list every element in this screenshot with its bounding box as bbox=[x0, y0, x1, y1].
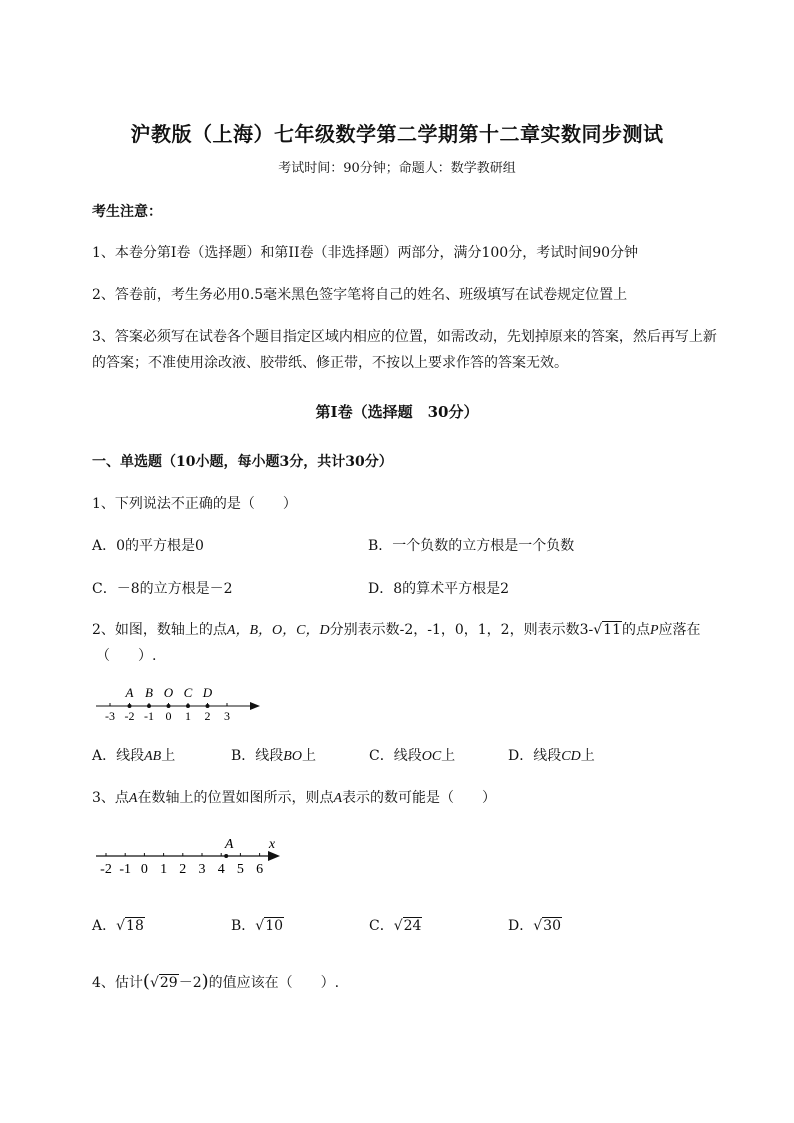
q2-b-post: 上 bbox=[301, 748, 316, 764]
point-dot bbox=[206, 704, 210, 708]
q2-a-pre: A．线段 bbox=[92, 748, 145, 764]
tick-label: -1 bbox=[119, 862, 132, 877]
radical-sign: √ bbox=[533, 918, 543, 934]
point-label: B bbox=[145, 685, 153, 700]
q3-a-sqrt bbox=[116, 918, 145, 934]
tick-label: -3 bbox=[105, 709, 115, 723]
radical-sign: √ bbox=[593, 622, 603, 638]
q3-c-label: C． bbox=[369, 918, 394, 934]
q2-b-pre: B．线段 bbox=[231, 748, 284, 764]
right-paren: ) bbox=[201, 971, 209, 992]
point-dot bbox=[224, 854, 228, 858]
q2-stem-end: 应落在 bbox=[658, 622, 701, 638]
q1-option-b: B．一个负数的立方根是一个负数 bbox=[368, 538, 575, 554]
axis-arrow-icon bbox=[250, 702, 260, 710]
notice-item-1: 1、本卷分第I卷（选择题）和第II卷（非选择题）两部分，满分100分，考试时间90分钟 bbox=[92, 245, 639, 261]
q2-radicand: 11 bbox=[603, 622, 621, 638]
tick-label: -1 bbox=[144, 709, 154, 723]
q3-c-sqrt bbox=[394, 918, 423, 934]
q3-stem-mid: 在数轴上的位置如图所示，则点 bbox=[137, 790, 334, 806]
q3-d-sqrt bbox=[533, 918, 562, 934]
axis-arrow-icon bbox=[268, 851, 280, 861]
tick-label: 1 bbox=[185, 709, 191, 723]
radical-sign: √ bbox=[149, 975, 159, 991]
tick-label: 5 bbox=[236, 862, 244, 877]
q2-stem-line2: （ ）. bbox=[96, 648, 157, 664]
q2-stem-mid: 分别表示数-2，-1，0，1，2，则表示数3- bbox=[329, 622, 594, 638]
q2-option-a bbox=[92, 745, 175, 765]
q3-stem bbox=[92, 787, 496, 807]
point-dot bbox=[167, 704, 171, 708]
q2-d-post: 上 bbox=[580, 748, 595, 764]
q3-point-2: A bbox=[333, 791, 343, 806]
q3-a-radicand: 18 bbox=[126, 918, 144, 934]
q3-option-d bbox=[508, 915, 562, 935]
q2-c-seg: OC bbox=[421, 749, 442, 764]
q2-stem-post: 的点 bbox=[621, 622, 650, 638]
q2-stem bbox=[92, 619, 701, 639]
q3-d-label: D． bbox=[508, 918, 534, 934]
q4-radicand: 29 bbox=[159, 975, 178, 991]
q2-d-pre: D．线段 bbox=[508, 748, 562, 764]
q2-b-seg: BO bbox=[283, 749, 302, 764]
q1-option-a: A．0的平方根是0 bbox=[92, 538, 204, 554]
q1-stem: 1、下列说法不正确的是（ ） bbox=[92, 496, 297, 512]
q2-a-seg: AB bbox=[144, 749, 162, 764]
point-label: A bbox=[125, 685, 134, 700]
q3-d-radicand: 30 bbox=[543, 918, 561, 934]
q3-option-a bbox=[92, 915, 145, 935]
point-dot bbox=[147, 704, 151, 708]
q2-option-d bbox=[508, 745, 595, 765]
tick-label: 4 bbox=[217, 862, 225, 877]
q3-stem-pre: 3、点 bbox=[92, 790, 129, 806]
q2-option-c bbox=[369, 745, 455, 765]
tick-label: 1 bbox=[160, 862, 168, 877]
tick-label: 0 bbox=[165, 709, 172, 723]
q2-stem-pre: 2、如图，数轴上的点 bbox=[92, 622, 227, 638]
q3-option-c bbox=[369, 915, 422, 935]
q1-option-c: C．－8的立方根是－2 bbox=[92, 581, 233, 597]
q2-c-post: 上 bbox=[441, 748, 456, 764]
q4-stem-pre: 4、估计 bbox=[92, 975, 143, 991]
exam-info: 考试时间：90分钟；命题人：数学教研组 bbox=[278, 161, 516, 176]
point-dot bbox=[128, 704, 132, 708]
q2-number-line bbox=[92, 680, 272, 726]
q2-c-pre: C．线段 bbox=[369, 748, 422, 764]
point-label: A bbox=[224, 837, 234, 852]
q3-point: A bbox=[128, 791, 138, 806]
q2-point-p: P bbox=[649, 623, 659, 638]
radical-sign: √ bbox=[116, 918, 126, 934]
q3-b-label: B． bbox=[231, 918, 256, 934]
tick-label: 2 bbox=[179, 862, 187, 877]
q2-sqrt bbox=[593, 622, 622, 638]
q3-a-label: A． bbox=[92, 918, 117, 934]
point-label: O bbox=[163, 685, 174, 700]
point-label: D bbox=[202, 685, 213, 700]
q4-stem-post: 的值应该在（ ）. bbox=[208, 975, 340, 991]
q3-b-sqrt bbox=[255, 918, 284, 934]
part-heading: 一、单选题（10小题，每小题3分，共计30分） bbox=[92, 454, 393, 470]
q4-stem bbox=[92, 971, 339, 992]
q1-option-d: D．8的算术平方根是2 bbox=[368, 581, 510, 597]
tick-label: 3 bbox=[198, 862, 206, 877]
q3-stem-post: 表示的数可能是（ ） bbox=[342, 790, 497, 806]
tick-label: 6 bbox=[256, 862, 264, 877]
tick-label: -2 bbox=[100, 862, 112, 877]
notice-item-2: 2、答卷前，考生务必用0.5毫米黑色签字笔将自己的姓名、班级填写在试卷规定位置上 bbox=[92, 287, 628, 303]
radical-sign: √ bbox=[255, 918, 265, 934]
q4-sqrt bbox=[150, 975, 179, 991]
notice-heading: 考生注意： bbox=[92, 204, 162, 220]
q3-number-line bbox=[92, 830, 292, 880]
page-title: 沪教版（上海）七年级数学第二学期第十二章实数同步测试 bbox=[130, 122, 664, 146]
tick-label: 0 bbox=[140, 862, 148, 877]
q2-d-seg: CD bbox=[561, 749, 581, 764]
point-dot bbox=[186, 704, 190, 708]
section-title: 第I卷（选择题 30分） bbox=[315, 403, 479, 421]
tick-label: 2 bbox=[204, 709, 211, 723]
q2-points: A，B，O，C，D bbox=[226, 623, 330, 638]
radical-sign: √ bbox=[393, 918, 403, 934]
q2-option-b bbox=[231, 745, 316, 765]
left-paren: ( bbox=[142, 971, 150, 992]
q2-a-post: 上 bbox=[161, 748, 176, 764]
q3-option-b bbox=[231, 915, 284, 935]
notice-item-3: 3、答案必须写在试卷各个题目指定区域内相应的位置，如需改动，先划掉原来的答案，然后再写上新 bbox=[92, 329, 717, 345]
q4-expr-tail: －2 bbox=[178, 975, 202, 991]
q3-b-radicand: 10 bbox=[265, 918, 284, 934]
tick-label: 3 bbox=[224, 709, 230, 723]
notice-item-3-cont: 的答案；不准使用涂改液、胶带纸、修正带，不按以上要求作答的答案无效。 bbox=[92, 355, 568, 371]
axis-variable-label: x bbox=[268, 837, 276, 852]
point-label: C bbox=[183, 685, 193, 700]
tick-label: -2 bbox=[124, 709, 135, 723]
q3-c-radicand: 24 bbox=[403, 918, 422, 934]
